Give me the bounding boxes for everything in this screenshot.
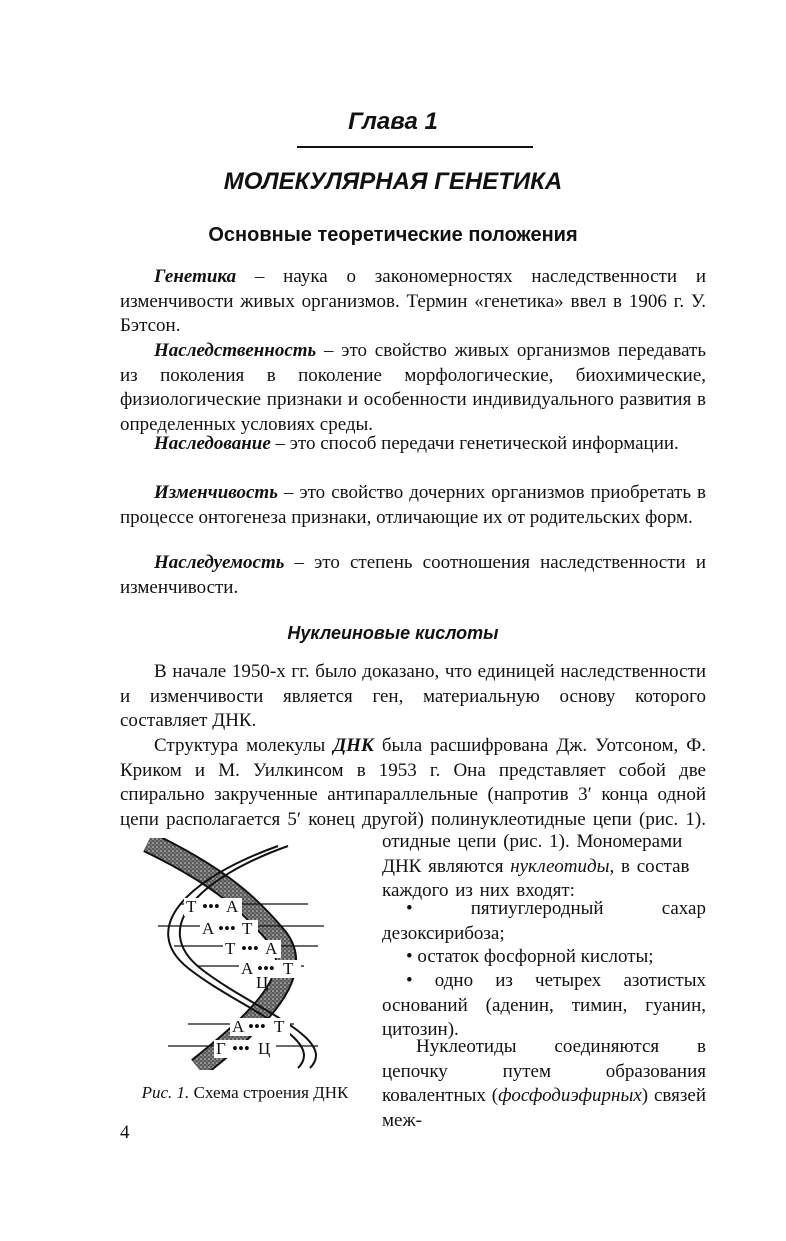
base-left: А (232, 1017, 245, 1036)
definition-text: – это свойство живых организмов передавать из поколения в поколение морфологические, биохимические, физиологические признаки и особенности индивидуального развития в определенных условиях среды. (120, 340, 706, 435)
subsection-title: Нуклеиновые кислоты (287, 623, 499, 643)
chapter-title: МОЛЕКУЛЯРНАЯ ГЕНЕТИКА (223, 168, 563, 195)
body-paragraph: Нуклеотиды соединяются в цепочку путем образования ковалентных (фосфодиэфирных) связей меж- (382, 1036, 706, 1131)
definition-text: – это свойство дочерних организмов приобретать в процессе онтогенеза признаки, отличающие их от родительских форм. (120, 482, 706, 528)
bullet-item: • пятиуглеродный сахар дезоксирибоза; (382, 898, 706, 944)
phosphodiester-term: фосфодиэфирных (498, 1085, 642, 1107)
bond-dots: ••• (248, 1017, 266, 1036)
base-left: А (202, 919, 215, 938)
bullet-item: • остаток фосфорной кислоты; (406, 946, 654, 967)
figure-caption-text: Схема строения ДНК (189, 1083, 349, 1102)
dna-helix-figure (128, 838, 358, 1070)
chapter-heading: Глава 1 (348, 108, 438, 135)
base-right: Т (283, 959, 294, 978)
base-left: Т (225, 939, 236, 958)
bond-dots: ••• (202, 897, 220, 916)
body-paragraph-wrapped: отидные цепи (рис. 1). Мономерами ДНК являются нуклеотиды, в состав каждого из них входят: (382, 831, 690, 902)
bond-dots: ••• (241, 939, 259, 958)
definition-term: Наследственность (154, 340, 317, 361)
base-left: Т (186, 897, 197, 916)
definition-term: Генетика (154, 266, 237, 287)
body-paragraph-full-width: Структура молекулы ДНК была расшифрована Дж. Уотсоном, Ф. Криком и М. Уилкинсом в 1953 г. Она представляет собой две спирально закрученные антипараллельные (напротив 3′ конца одной цепи располагается 5′ конец другой) полинуклеотидные цепи (рис. 1). (120, 735, 706, 830)
definition-term: Наследование (154, 433, 271, 454)
definition-text: – это степень соотношения наследственности и изменчивости. (120, 552, 706, 598)
definition-paragraph (120, 481, 706, 530)
bond-dots: ••• (257, 959, 275, 978)
base-right: Т (274, 1017, 285, 1036)
bond-dots: ••• (218, 919, 236, 938)
definition-paragraph (120, 551, 706, 600)
definition-paragraph (120, 432, 706, 457)
base-left: Ц (256, 973, 269, 992)
section-title: Основные теоретические положения (208, 224, 578, 246)
chapter-divider (297, 146, 533, 148)
base-right: Ц (258, 1039, 271, 1058)
definition-term: Наследуемость (154, 552, 285, 573)
base-left: Г (216, 1039, 226, 1058)
base-right: А (265, 939, 278, 958)
bullet-item: • одно из четырех азотистых оснований (аденин, тимин, гуанин, цитозин). (382, 970, 706, 1041)
definition-term: Изменчивость (154, 482, 278, 503)
definition-text: – это способ передачи генетической информации. (270, 433, 679, 454)
dna-term: ДНК (333, 735, 374, 756)
body-paragraph: В начале 1950-х гг. было доказано, что единицей наследственности и изменчивости является ген, материальную основу которого составляет ДНК. (120, 661, 706, 732)
definition-paragraph (120, 339, 706, 437)
bond-dots: ••• (232, 1039, 250, 1058)
definition-text: – наука о закономерностях наследственности и изменчивости живых организмов. Термин «генетика» ввел в 1906 г. У. Бэтсон. (120, 266, 706, 337)
base-left: А (241, 959, 254, 978)
figure-caption-label: Рис. 1. (141, 1083, 190, 1102)
page-number: 4 (120, 1122, 130, 1143)
figure-caption (120, 1083, 370, 1103)
definition-paragraph (120, 265, 706, 339)
base-right: А (226, 897, 239, 916)
base-right: Т (242, 919, 253, 938)
